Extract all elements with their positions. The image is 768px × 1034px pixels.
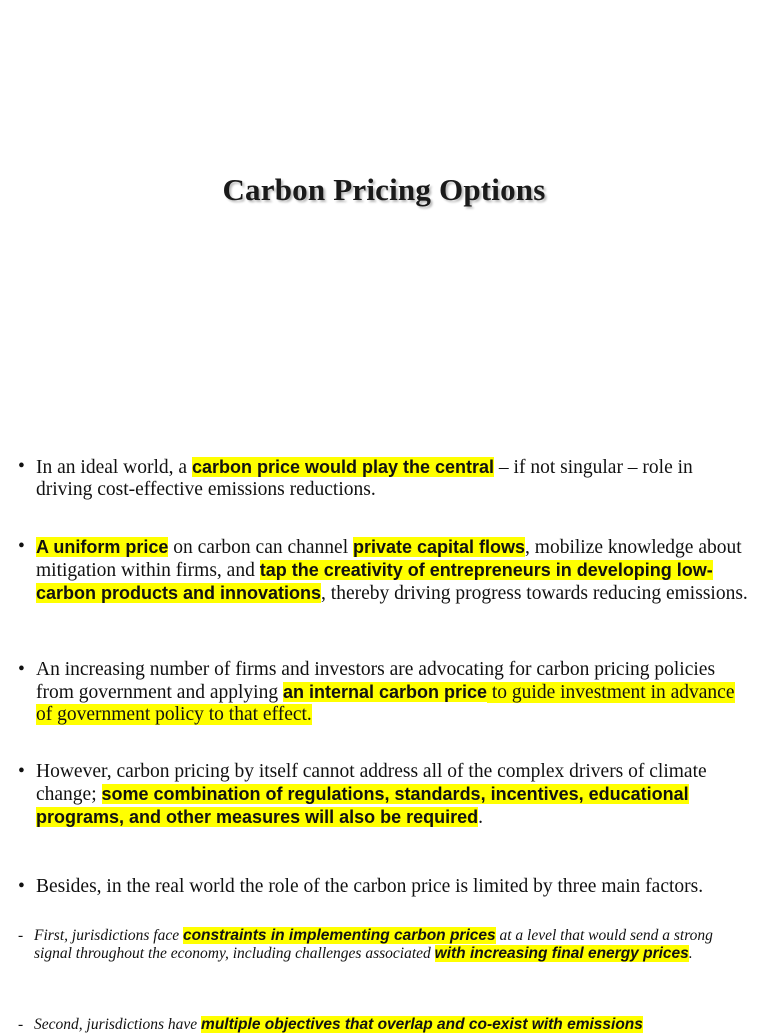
bullet-text: , mobilize knowledge about mitigation within firms, and: [36, 537, 742, 581]
subpoint-constraints: [18, 927, 738, 963]
highlight-text: an internal carbon price: [282, 682, 488, 702]
subpoint-multiple-objectives: [18, 1016, 738, 1034]
dash-icon: -: [18, 1016, 24, 1033]
bullet-icon: •: [18, 536, 25, 557]
bullet-text: In an ideal world, a: [36, 457, 192, 478]
bullet-three-factors: [18, 876, 753, 898]
bullet-icon: •: [18, 456, 25, 477]
bullet-text: .: [478, 807, 484, 828]
highlight-text: tap the creativity of entrepreneurs in developing low-carbon products and innovations: [36, 560, 713, 603]
bullet-text: An increasing number of firms and investors are advocating for carbon pricing policies from government and applying: [36, 659, 716, 703]
bullet-icon: •: [18, 761, 25, 782]
bullet-icon: •: [18, 876, 25, 897]
dash-icon: -: [18, 927, 24, 944]
bullet-icon: •: [18, 659, 25, 680]
bullet-text: , thereby driving progress towards reducing emissions.: [321, 583, 748, 604]
bullet-internal-carbon-price: [18, 659, 753, 726]
highlight-text: with increasing final energy prices: [434, 945, 689, 962]
highlight-text: A uniform price: [36, 537, 169, 557]
subpoint-text: Second, jurisdictions have: [34, 1016, 202, 1033]
bullet-text: – if not singular – role in driving cost-effective emissions reductions.: [36, 457, 693, 500]
subpoint-text: First, jurisdictions face: [34, 927, 183, 944]
highlight-text: constraints in implementing carbon prices: [182, 927, 496, 944]
subpoint-text: at a level that would send a strong signal throughout the economy, including challenges associated: [34, 927, 713, 962]
bullet-uniform-price: [18, 536, 753, 605]
bullet-ideal-world: [18, 456, 753, 501]
subpoint-text: .: [688, 945, 693, 962]
highlight-text-plain: to guide investment in advance of government policy to that effect.: [36, 682, 735, 725]
highlight-text: carbon price would play the central: [191, 457, 495, 477]
highlight-text: some combination of regulations, standards, incentives, educational programs, and other measures will also be required: [36, 784, 689, 827]
slide-title: Carbon Pricing Options: [222, 172, 546, 207]
bullet-text: However, carbon pricing by itself cannot address all of the complex drivers of climate change;: [36, 761, 707, 805]
highlight-text: multiple objectives that overlap and co-exist with emissions: [201, 1016, 643, 1033]
highlight-text: private capital flows: [352, 537, 526, 557]
bullet-complementary-measures: [18, 761, 753, 829]
bullet-text: on carbon can channel: [168, 537, 353, 558]
bullet-text: Besides, in the real world the role of the carbon price is limited by three main factors.: [36, 876, 704, 897]
